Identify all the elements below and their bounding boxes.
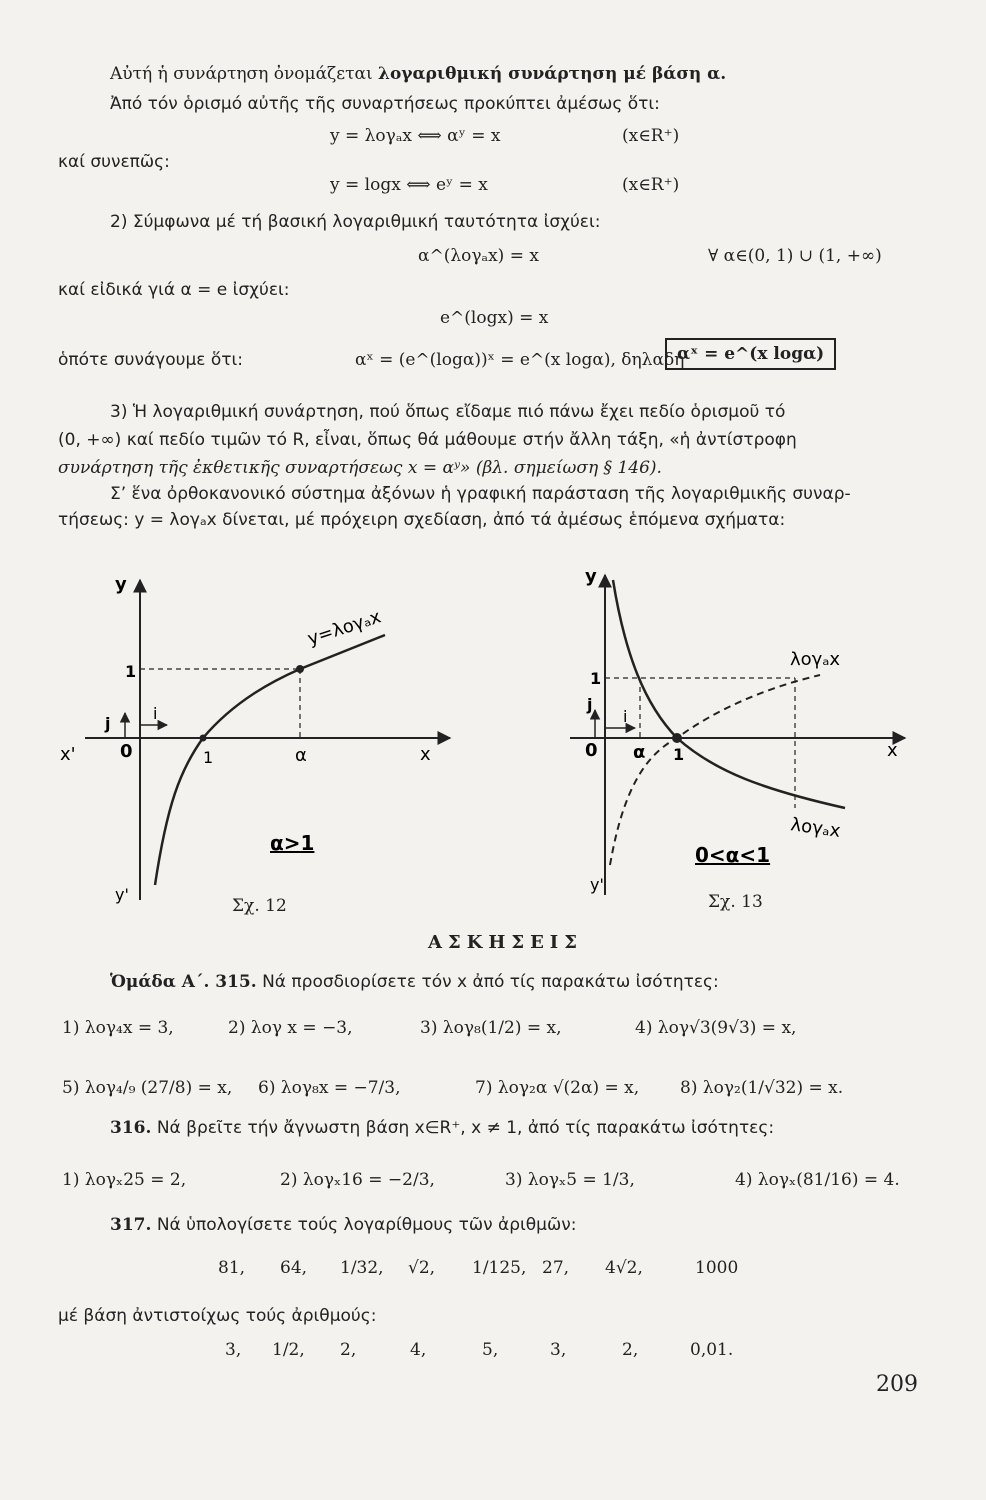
fig12-point xyxy=(296,665,304,673)
fig12-y-label: y xyxy=(115,574,127,595)
identity-e-equation: e^(logx) = x xyxy=(440,308,549,328)
item3-line2: (0, +∞) καί πεδίο τιμῶν τό R, εἶναι, ὅπως θά μάθουμε στήν ἄλλη τάξη, «ἡ ἀντίστροφη xyxy=(58,430,797,450)
q317-number-6: 27, xyxy=(542,1258,570,1278)
figure-12 xyxy=(55,565,475,915)
page-number: 209 xyxy=(876,1372,918,1397)
fig12-point-one xyxy=(200,735,207,742)
q315-item-6: 6) λογ₈x = −7/3, xyxy=(258,1078,401,1098)
fig13-y-prime-label: y' xyxy=(590,875,604,894)
fig13-x-label: x xyxy=(887,740,898,761)
base-text: μέ βάση ἀντιστοίχως τούς ἀριθμούς: xyxy=(58,1306,377,1326)
q316-item-1: 1) λογₓ25 = 2, xyxy=(62,1170,187,1190)
fig12-y-prime-label: y' xyxy=(115,885,129,904)
item2-text: 2) Σύμφωνα μέ τή βασική λογαριθμική ταυτότητα ἰσχύει: xyxy=(110,212,601,232)
q317-number-3: 1/32, xyxy=(340,1258,384,1278)
base-3: 2, xyxy=(340,1340,357,1360)
equation-2: y = logx ⟺ eʸ = x xyxy=(330,175,488,195)
fig13-point-one xyxy=(672,733,682,743)
intro-line1-text: Αὐτή ἡ συνάρτηση ὀνομάζεται xyxy=(110,64,379,84)
fig13-j-label: j xyxy=(587,695,593,714)
fig13-a-label: α xyxy=(633,742,646,763)
item3-line4: Σ’ ἕνα ὀρθοκανονικό σύστημα ἀξόνων ἡ γραφική παράσταση τῆς λογαριθμικῆς συναρ- xyxy=(110,484,851,504)
q317-number-8: 1000 xyxy=(695,1258,739,1278)
base-4: 4, xyxy=(410,1340,427,1360)
fig12-one-y: 1 xyxy=(125,662,137,681)
q317-number-2: 64, xyxy=(280,1258,308,1278)
boxed-formula: αˣ = e^(x logα) xyxy=(665,338,836,370)
identity-condition: ∀ α∈(0, 1) ∪ (1, +∞) xyxy=(708,246,882,266)
fig12-i-label: i xyxy=(153,704,158,723)
fig13-origin: 0 xyxy=(585,740,598,761)
item3-line3: συνάρτηση τῆς ἐκθετικῆς συναρτήσεως x = αʸ» (βλ. σημείωση § 146). xyxy=(58,458,662,478)
q315-item-8: 8) λογ₂(1/√32) = x. xyxy=(680,1078,844,1098)
base-7: 2, xyxy=(622,1340,639,1360)
and-so-text: καί συνεπῶς: xyxy=(58,152,170,172)
fig12-j-label: j xyxy=(105,714,111,733)
base-6: 3, xyxy=(550,1340,567,1360)
definition-bold: λογαριθμική συνάρτηση μέ βάση α. xyxy=(378,64,727,84)
final-equation: αˣ = (e^(logα))ˣ = e^(x logα), δηλαδή xyxy=(355,350,685,370)
fig12-x-label: x xyxy=(420,744,431,765)
fig12-x-prime-label: x' xyxy=(60,744,76,765)
fig12-curve-label: y=λογₐx xyxy=(305,606,384,650)
fig13-i-label: i xyxy=(623,707,628,726)
q316-item-4: 4) λογₓ(81/16) = 4. xyxy=(735,1170,900,1190)
exercises-heading: ΑΣΚΗΣΕΙΣ xyxy=(428,932,583,953)
intro-line2: Ἀπό τόν ὁρισμό αὐτῆς τῆς συναρτήσεως προκύπτει ἀμέσως ὅτι: xyxy=(110,94,660,114)
q315-item-5: 5) λογ₄/₉ (27/8) = x, xyxy=(62,1078,233,1098)
q316-text: Νά βρεῖτε τήν ἄγνωστη βάση x∈R⁺, x ≠ 1, ἀπό τίς παρακάτω ἰσότητες: xyxy=(156,1118,775,1138)
fig13-caption: Σχ. 13 xyxy=(708,892,763,912)
q317-number-4: √2, xyxy=(408,1258,436,1278)
q316-item-3: 3) λογₓ5 = 1/3, xyxy=(505,1170,635,1190)
fig13-y-label: y xyxy=(585,566,597,587)
figure-13 xyxy=(565,560,920,915)
q315-item-1: 1) λογ₄x = 3, xyxy=(62,1018,174,1038)
q317-number: 317. xyxy=(110,1215,152,1235)
fig13-dashed-curve xyxy=(610,675,820,865)
fig12-condition: α>1 xyxy=(270,831,315,855)
base-1: 3, xyxy=(225,1340,242,1360)
base-8: 0,01. xyxy=(690,1340,734,1360)
q317-number-1: 81, xyxy=(218,1258,246,1278)
fig13-curve2-label: λογₐx xyxy=(789,814,842,842)
fig13-one-y: 1 xyxy=(590,669,602,688)
q315-item-3: 3) λογ₈(1/2) = x, xyxy=(420,1018,562,1038)
item3-line1: 3) Ἡ λογαριθμική συνάρτηση, πού ὅπως εἴδαμε πιό πάνω ἔχει πεδίο ὁρισμοῦ τό xyxy=(110,402,786,422)
group-label: Ὁμάδα Α΄. 315. xyxy=(110,972,257,992)
q316-item-2: 2) λογₓ16 = −2/3, xyxy=(280,1170,435,1190)
q315-item-4: 4) λογ√3(9√3) = x, xyxy=(635,1018,797,1038)
fig13-condition: 0<α<1 xyxy=(695,843,771,867)
equation-1-domain: (x∈R⁺) xyxy=(622,126,680,146)
conclude-text: ὁπότε συνάγουμε ὅτι: xyxy=(58,350,243,370)
special-case-text: καί εἰδικά γιά α = e ἰσχύει: xyxy=(58,280,290,300)
fig12-origin: 0 xyxy=(120,741,133,762)
item3-line5: τήσεως: y = λογₐx δίνεται, μέ πρόχειρη σχεδίαση, ἀπό τά ἀμέσως ἑπόμενα σχήματα: xyxy=(58,510,786,530)
fig13-one-x: 1 xyxy=(673,745,685,764)
fig12-caption: Σχ. 12 xyxy=(232,896,287,916)
q317-number-7: 4√2, xyxy=(605,1258,643,1278)
fig13-solid-curve xyxy=(613,580,845,808)
q317-text: Νά ὑπολογίσετε τούς λογαρίθμους τῶν ἀριθμῶν: xyxy=(156,1215,577,1235)
q315-item-2: 2) λογ x = −3, xyxy=(228,1018,353,1038)
fig13-curve1-label: λογₐx xyxy=(790,649,841,670)
q315-item-7: 7) λογ₂α √(2α) = x, xyxy=(475,1078,640,1098)
q316-number: 316. xyxy=(110,1118,152,1138)
fig12-one-x: 1 xyxy=(203,748,214,767)
identity-equation: α^(λογₐx) = x xyxy=(418,246,539,266)
q317-number-5: 1/125, xyxy=(472,1258,527,1278)
fig12-a-label: α xyxy=(295,745,307,766)
base-2: 1/2, xyxy=(272,1340,305,1360)
base-5: 5, xyxy=(482,1340,499,1360)
equation-1: y = λογₐx ⟺ αʸ = x xyxy=(330,126,501,146)
equation-2-domain: (x∈R⁺) xyxy=(622,175,680,195)
intro-line1 xyxy=(110,64,726,84)
q315-text: Νά προσδιορίσετε τόν x ἀπό τίς παρακάτω ἰσότητες: xyxy=(262,972,719,992)
